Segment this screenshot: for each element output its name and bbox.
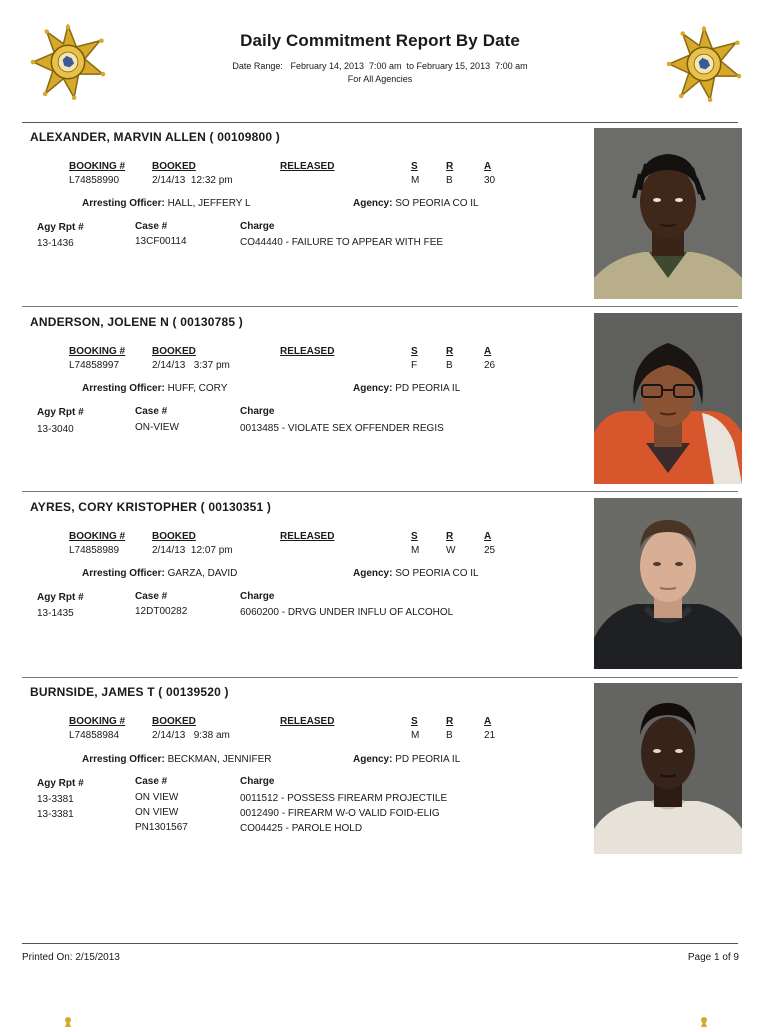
agency-value: SO PEORIA CO IL <box>395 198 479 209</box>
agencies-filter: For All Agencies <box>347 74 413 84</box>
inmate-name: ANDERSON, JOLENE N ( 00130785 ) <box>30 315 243 329</box>
age-value: 21 <box>484 730 496 741</box>
charge-value: CO44440 - FAILURE TO APPEAR WITH FEE <box>240 237 444 248</box>
date-range-label: Date Range: <box>232 61 283 71</box>
charge-value: 0013485 - VIOLATE SEX OFFENDER REGIS <box>240 423 444 434</box>
agy-rpt-value: 13-3381 <box>37 809 74 820</box>
agency-label: Agency: <box>353 568 393 579</box>
sex-header: S <box>411 531 418 542</box>
sheriff-star-badge-icon <box>690 1017 718 1027</box>
arresting-officer-label: Arresting Officer: <box>82 198 165 209</box>
case-header: Case # <box>135 221 168 232</box>
case-value: PN1301567 <box>135 822 188 833</box>
race-value: B <box>446 360 453 371</box>
page-number: Page 1 of 9 <box>687 952 739 963</box>
inmate-photo <box>594 313 742 484</box>
age-header: A <box>484 346 492 357</box>
charge-value: 6060200 - DRVG UNDER INFLU OF ALCOHOL <box>240 607 454 618</box>
booking-number-header: BOOKING # <box>69 531 126 542</box>
sex-value: M <box>411 730 420 741</box>
agency-label: Agency: <box>353 198 393 209</box>
report-title: Daily Commitment Report By Date <box>240 31 520 50</box>
mugshot-image <box>594 313 742 484</box>
arresting-officer <box>82 754 271 765</box>
agency <box>353 198 479 209</box>
sex-value: F <box>411 360 418 371</box>
released-header: RELEASED <box>280 531 335 542</box>
charge-header: Charge <box>240 406 275 417</box>
agency-label: Agency: <box>353 383 393 394</box>
agy-rpt-value: 13-1435 <box>37 608 74 619</box>
mugshot-image <box>594 128 742 299</box>
arresting-officer-label: Arresting Officer: <box>82 754 165 765</box>
booking-number: L74858984 <box>69 730 120 741</box>
arresting-officer-label: Arresting Officer: <box>82 383 165 394</box>
booked-header: BOOKED <box>152 346 196 357</box>
inmate-photo <box>594 128 742 299</box>
inmate-photo <box>594 683 742 854</box>
charge-value: CO04425 - PAROLE HOLD <box>240 823 363 834</box>
booking-number-header: BOOKING # <box>69 161 126 172</box>
date-range-value: February 14, 2013 7:00 am to February 15, 2013 7:00 am <box>290 61 528 71</box>
race-header: R <box>446 161 454 172</box>
race-value: B <box>446 730 453 741</box>
booking-number-header: BOOKING # <box>69 716 126 727</box>
arresting-officer-value: BECKMAN, JENNIFER <box>167 754 272 765</box>
record-divider <box>22 677 738 678</box>
mugshot-image <box>594 498 742 669</box>
sheriff-star-badge-icon <box>54 1017 82 1027</box>
age-header: A <box>484 531 492 542</box>
printed-on: Printed On: 2/15/2013 <box>22 952 120 963</box>
sex-value: M <box>411 175 420 186</box>
agency-value: PD PEORIA IL <box>395 754 461 765</box>
case-value: ON-VIEW <box>135 422 179 433</box>
case-value: ON VIEW <box>135 807 179 818</box>
released-header: RELEASED <box>280 716 335 727</box>
booked-header: BOOKED <box>152 531 196 542</box>
case-value: ON VIEW <box>135 792 179 803</box>
agency <box>353 383 460 394</box>
agency-label: Agency: <box>353 754 393 765</box>
inmate-name: BURNSIDE, JAMES T ( 00139520 ) <box>30 685 229 699</box>
race-header: R <box>446 716 454 727</box>
age-header: A <box>484 161 492 172</box>
arresting-officer <box>82 198 251 209</box>
footer-divider <box>22 943 738 944</box>
sex-value: M <box>411 545 420 556</box>
charge-header: Charge <box>240 776 275 787</box>
released-header: RELEASED <box>280 161 335 172</box>
booking-number: L74858989 <box>69 545 120 556</box>
case-value: 12DT00282 <box>135 606 188 617</box>
age-value: 25 <box>484 545 496 556</box>
arresting-officer <box>82 383 227 394</box>
commitment-record <box>0 309 768 489</box>
sex-header: S <box>411 716 418 727</box>
inmate-photo <box>594 498 742 669</box>
agy-rpt-header: Agy Rpt # <box>37 778 84 789</box>
booked-datetime: 2/14/13 12:07 pm <box>152 545 233 556</box>
mugshot-image <box>594 683 742 854</box>
race-header: R <box>446 531 454 542</box>
footer-badge-left-partial <box>54 1014 82 1032</box>
booked-datetime: 2/14/13 3:37 pm <box>152 360 230 371</box>
agy-rpt-value: 13-3040 <box>37 424 74 435</box>
case-header: Case # <box>135 776 168 787</box>
released-header: RELEASED <box>280 346 335 357</box>
arresting-officer-label: Arresting Officer: <box>82 568 165 579</box>
inmate-name: AYRES, CORY KRISTOPHER ( 00130351 ) <box>30 500 272 514</box>
booked-header: BOOKED <box>152 716 196 727</box>
charge-header: Charge <box>240 591 275 602</box>
header-divider <box>22 122 738 123</box>
date-range <box>0 61 760 71</box>
race-header: R <box>446 346 454 357</box>
agency-value: PD PEORIA IL <box>395 383 461 394</box>
race-value: W <box>446 545 456 556</box>
booked-header: BOOKED <box>152 161 196 172</box>
charge-value: 0012490 - FIREARM W-O VALID FOID-ELIG <box>240 808 440 819</box>
case-header: Case # <box>135 591 168 602</box>
agy-rpt-header: Agy Rpt # <box>37 592 84 603</box>
agy-rpt-header: Agy Rpt # <box>37 407 84 418</box>
record-divider <box>22 306 738 307</box>
record-divider <box>22 491 738 492</box>
race-value: B <box>446 175 453 186</box>
inmate-name: ALEXANDER, MARVIN ALLEN ( 00109800 ) <box>30 130 280 144</box>
commitment-record <box>0 679 768 859</box>
arresting-officer <box>82 568 237 579</box>
sex-header: S <box>411 161 418 172</box>
age-value: 26 <box>484 360 496 371</box>
agency <box>353 568 479 579</box>
booking-number: L74858997 <box>69 360 120 371</box>
arresting-officer-value: HALL, JEFFERY L <box>167 198 251 209</box>
agency <box>353 754 460 765</box>
booked-datetime: 2/14/13 12:32 pm <box>152 175 233 186</box>
agy-rpt-value: 13-1436 <box>37 238 74 249</box>
age-value: 30 <box>484 175 496 186</box>
charge-header: Charge <box>240 221 275 232</box>
commitment-record <box>0 494 768 674</box>
booking-number: L74858990 <box>69 175 120 186</box>
commitment-record <box>0 124 768 304</box>
booking-number-header: BOOKING # <box>69 346 126 357</box>
case-header: Case # <box>135 406 168 417</box>
booked-datetime: 2/14/13 9:38 am <box>152 730 230 741</box>
age-header: A <box>484 716 492 727</box>
charge-value: 0011512 - POSSESS FIREARM PROJECTILE <box>240 793 448 804</box>
agency-value: SO PEORIA CO IL <box>395 568 479 579</box>
arresting-officer-value: GARZA, DAVID <box>167 568 238 579</box>
footer-badge-right-partial <box>690 1014 718 1032</box>
case-value: 13CF00114 <box>135 236 187 247</box>
agy-rpt-value: 13-3381 <box>37 794 74 805</box>
arresting-officer-value: HUFF, CORY <box>167 383 228 394</box>
agy-rpt-header: Agy Rpt # <box>37 222 84 233</box>
sex-header: S <box>411 346 418 357</box>
